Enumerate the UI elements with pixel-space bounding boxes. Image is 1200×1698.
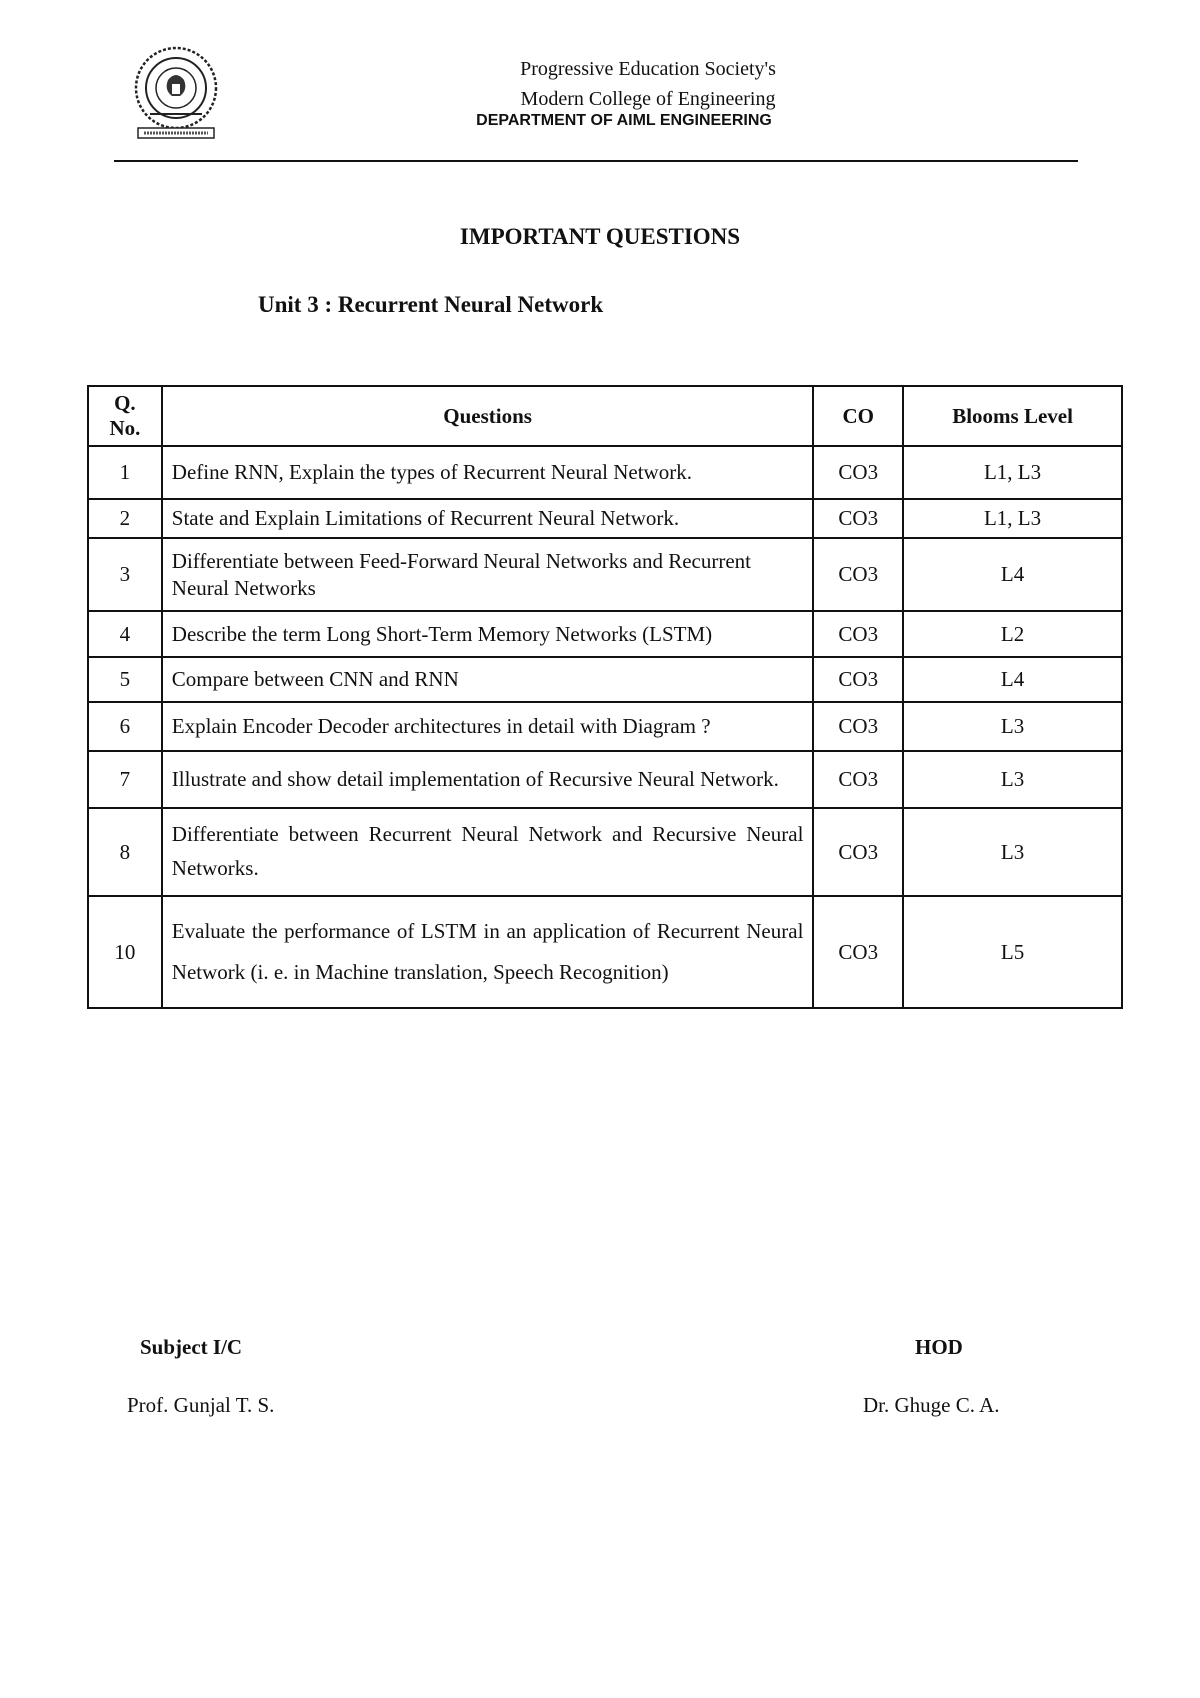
row-number: 5 [88,657,162,702]
row-blooms: L4 [903,657,1122,702]
hod-label: HOD [915,1335,963,1359]
header-qno: Q. No. [88,386,162,446]
header-blooms-level: Blooms Level [903,386,1122,446]
row-question: Evaluate the performance of LSTM in an application of Recurrent Neural Network (i. e. in Machine translation, Speech Recognition) [162,896,814,1008]
row-co: CO3 [813,538,903,611]
row-number: 1 [88,446,162,499]
row-question: Compare between CNN and RNN [162,657,814,702]
table-row [88,751,1122,808]
table-row [88,808,1122,896]
row-number: 7 [88,751,162,808]
row-number: 8 [88,808,162,896]
row-question: Explain Encoder Decoder architectures in detail with Diagram ? [162,702,814,751]
questions-table [87,385,1123,1009]
header-college: Modern College of Engineering [520,88,776,110]
table-row [88,896,1122,1008]
table-row [88,702,1122,751]
page-title: IMPORTANT QUESTIONS [459,224,741,249]
row-blooms: L3 [903,751,1122,808]
table-row [88,499,1122,538]
row-co: CO3 [813,611,903,657]
row-question: Describe the term Long Short-Term Memory Networks (LSTM) [162,611,814,657]
subject-ic-name: Prof. Gunjal T. S. [127,1393,275,1417]
row-number: 2 [88,499,162,538]
hod-name: Dr. Ghuge C. A. [863,1393,1000,1417]
table-row [88,611,1122,657]
row-question: Define RNN, Explain the types of Recurrent Neural Network. [162,446,814,499]
header-department: DEPARTMENT OF AIML ENGINEERING [476,112,772,129]
row-blooms: L2 [903,611,1122,657]
header-rule [114,160,1078,162]
row-co: CO3 [813,446,903,499]
table-row [88,538,1122,611]
row-blooms: L1, L3 [903,499,1122,538]
header-co: CO [813,386,903,446]
row-number: 4 [88,611,162,657]
row-blooms: L5 [903,896,1122,1008]
row-blooms: L3 [903,808,1122,896]
subject-ic-label: Subject I/C [140,1335,243,1359]
table-header-row [88,386,1122,446]
table-row [88,446,1122,499]
row-question: Differentiate between Feed-Forward Neural Networks and Recurrent Neural Networks [162,538,814,611]
row-blooms: L3 [903,702,1122,751]
row-co: CO3 [813,808,903,896]
row-question: State and Explain Limitations of Recurrent Neural Network. [162,499,814,538]
row-blooms: L1, L3 [903,446,1122,499]
unit-heading: Unit 3 : Recurrent Neural Network [258,292,604,317]
row-question: Illustrate and show detail implementation of Recursive Neural Network. [162,751,814,808]
row-number: 6 [88,702,162,751]
header-society: Progressive Education Society's [520,58,776,80]
row-co: CO3 [813,751,903,808]
row-co: CO3 [813,499,903,538]
row-number: 3 [88,538,162,611]
header-questions: Questions [162,386,814,446]
table-row [88,657,1122,702]
row-co: CO3 [813,896,903,1008]
row-number: 10 [88,896,162,1008]
row-co: CO3 [813,702,903,751]
row-co: CO3 [813,657,903,702]
row-question: Differentiate between Recurrent Neural Network and Recursive Neural Networks. [162,808,814,896]
row-blooms: L4 [903,538,1122,611]
